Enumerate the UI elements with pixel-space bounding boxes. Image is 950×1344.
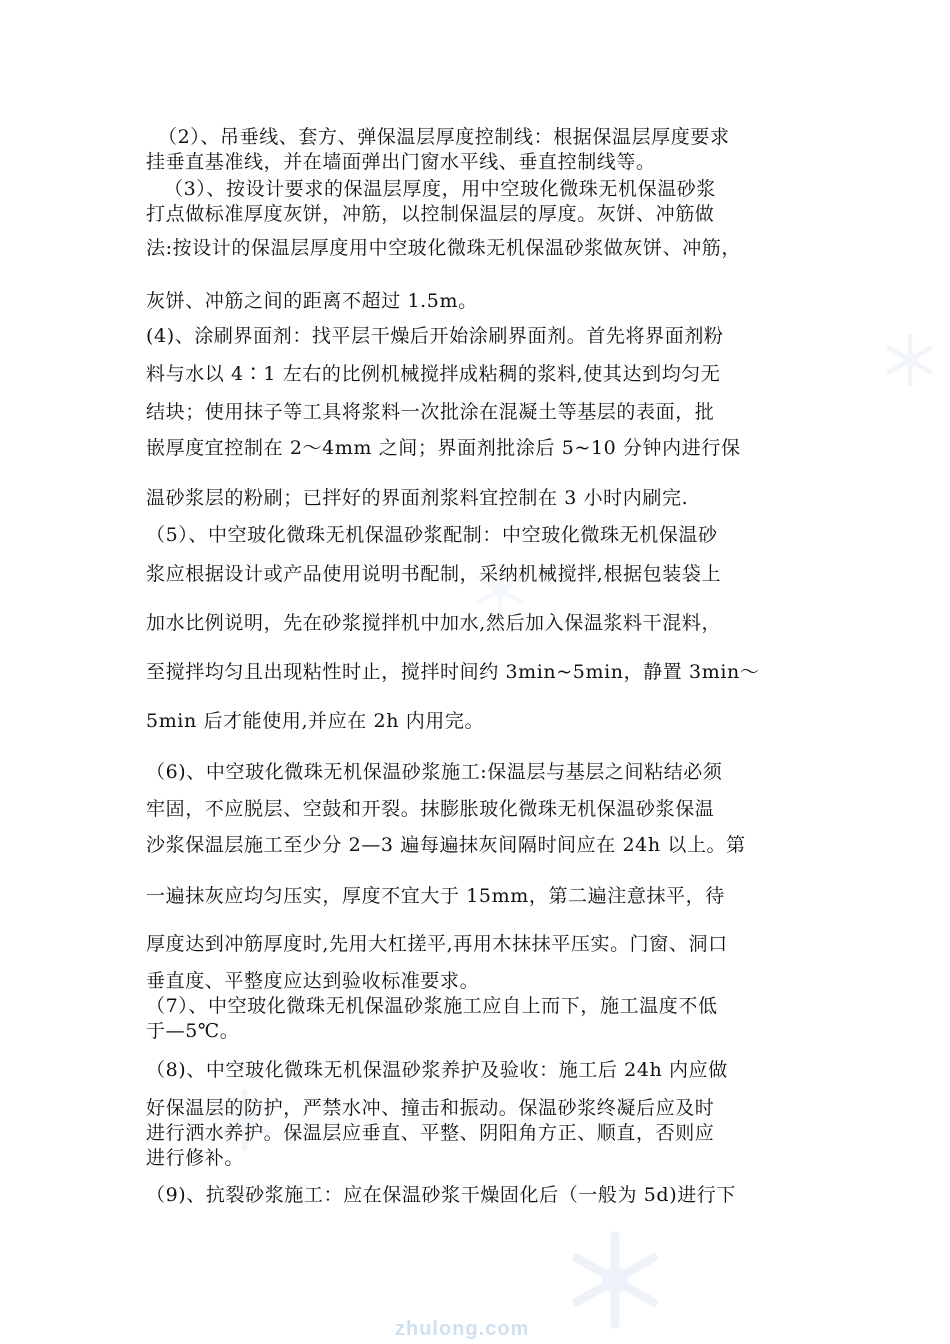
text-line: 进行洒水养护。保温层应垂直、平整、阴阳角方正、顺直，否则应 [146, 1122, 715, 1144]
text-line: （5）、中空玻化微珠无机保温砂浆配制：中空玻化微珠无机保温砂 [146, 524, 718, 546]
text-line: 牢固，不应脱层、空鼓和开裂。抹膨胀玻化微珠无机保温砂浆保温 [146, 798, 715, 820]
text-line: 厚度达到冲筋厚度时,先用大杠搓平,再用木抹抹平压实。门窗、洞口 [146, 933, 728, 955]
text-line: 于—5℃。 [146, 1020, 240, 1042]
text-line: （2）、吊垂线、套方、弹保温层厚度控制线：根据保温层厚度要求 [158, 126, 730, 148]
text-line: 加水比例说明，先在砂浆搅拌机中加水,然后加入保温浆料干混料， [146, 612, 722, 634]
text-line: 好保温层的防护，严禁水冲、撞击和振动。保温砂浆终凝后应及时 [146, 1097, 715, 1119]
watermark-snowflake-icon [560, 1225, 670, 1335]
text-line: （7）、中空玻化微珠无机保温砂浆施工应自上而下，施工温度不低 [146, 995, 718, 1017]
text-line: (4)、涂刷界面剂：找平层干燥后开始涂刷界面剂。首先将界面剂粉 [146, 325, 724, 347]
watermark-snowflake-icon [880, 330, 940, 390]
text-line: 打点做标准厚度灰饼，冲筋，以控制保温层的厚度。灰饼、冲筋做 [146, 203, 715, 225]
text-line: 结块；使用抹子等工具将浆料一次批涂在混凝土等基层的表面，批 [146, 401, 715, 423]
text-line: 料与水以 4∶1 左右的比例机械搅拌成粘稠的浆料,使其达到均匀无 [146, 363, 721, 385]
text-line: 沙浆保温层施工至少分 2—3 遍每遍抹灰间隔时间应在 24h 以上。第 [146, 834, 746, 856]
text-line: 法:按设计的保温层厚度用中空玻化微珠无机保温砂浆做灰饼、冲筋， [146, 237, 742, 259]
text-line: （6)、中空玻化微珠无机保温砂浆施工:保温层与基层之间粘结必须 [146, 761, 723, 783]
text-line: （3）、按设计要求的保温层厚度，用中空玻化微珠无机保温砂浆 [164, 178, 716, 200]
text-line: 进行修补。 [146, 1147, 245, 1169]
text-line: 垂直度、平整度应达到验收标准要求。 [146, 970, 480, 992]
text-line: 浆应根据设计或产品使用说明书配制，采纳机械搅拌,根据包装袋上 [146, 563, 722, 585]
text-line: 嵌厚度宜控制在 2～4mm 之间；界面剂批涂后 5~10 分钟内进行保 [146, 437, 741, 459]
watermark-text: zhulong.com [395, 1318, 530, 1340]
text-line: 灰饼、冲筋之间的距离不超过 1.5m。 [146, 290, 478, 312]
text-line: （9)、抗裂砂浆施工：应在保温砂浆干燥固化后（一般为 5d)进行下 [146, 1184, 737, 1206]
text-line: 一遍抹灰应均匀压实，厚度不宜大于 15mm，第二遍注意抹平，待 [146, 885, 725, 907]
text-line: （8)、中空玻化微珠无机保温砂浆养护及验收：施工后 24h 内应做 [146, 1059, 728, 1081]
text-line: 至搅拌均匀且出现粘性时止，搅拌时间约 3min~5min，静置 3min～ [146, 661, 760, 683]
text-line: 挂垂直基准线，并在墙面弹出门窗水平线、垂直控制线等。 [146, 151, 656, 173]
text-line: 温砂浆层的粉刷；已拌好的界面剂浆料宜控制在 3 小时内刷完. [146, 487, 689, 509]
text-line: 5min 后才能使用,并应在 2h 内用完。 [146, 710, 485, 732]
